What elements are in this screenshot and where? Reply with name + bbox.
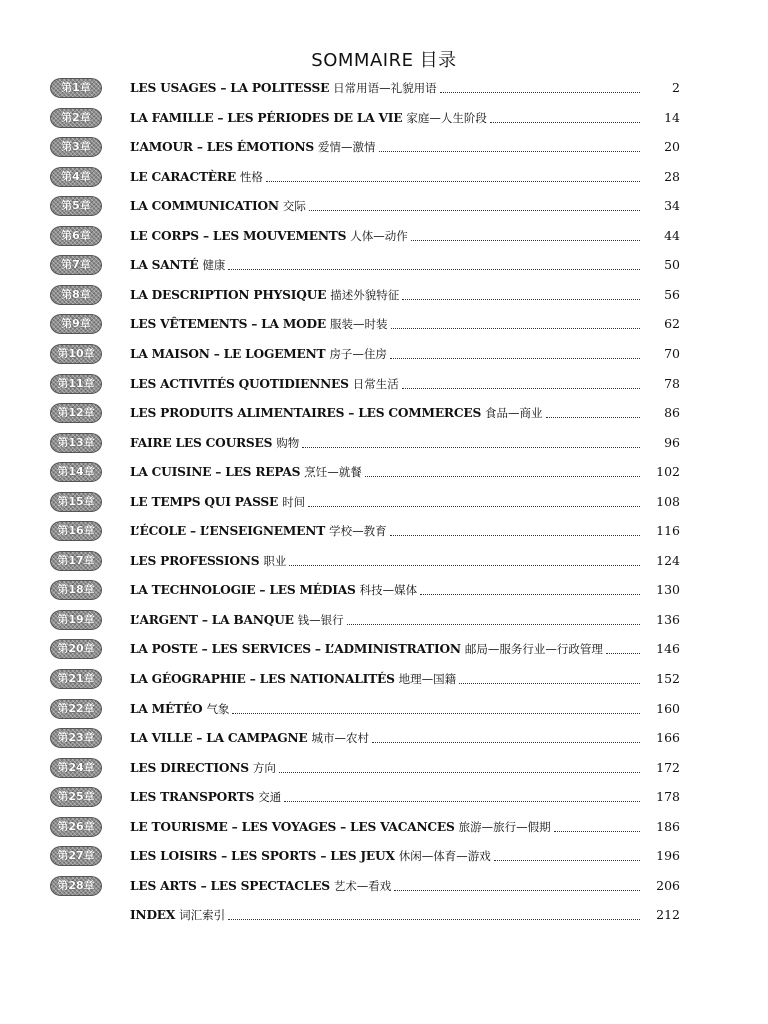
toc-entry[interactable] (0, 253, 768, 277)
entry-title-fr: FAIRE LES COURSES (130, 435, 273, 450)
toc-entry[interactable] (0, 460, 768, 484)
entry-title-fr: LES PRODUITS ALIMENTAIRES – LES COMMERCES (130, 406, 482, 421)
entry-title-zh: 艺术—看戏 (333, 878, 392, 893)
entry-title-zh: 地理—国籍 (398, 672, 457, 686)
entry-title (130, 227, 640, 245)
toc-entry[interactable] (0, 165, 768, 189)
dot-leader (411, 239, 640, 241)
entry-title (130, 847, 640, 865)
dot-leader (228, 268, 640, 270)
dot-leader (459, 682, 640, 684)
entry-title-zh: 人体—动作 (350, 228, 408, 243)
entry-title-zh: 职业 (263, 553, 287, 568)
entry-title (130, 463, 640, 481)
entry-title (130, 818, 640, 836)
entry-title-zh: 日常生活 (352, 376, 399, 391)
dot-leader (302, 446, 640, 448)
entry-title-fr: LES USAGES – LA POLITESSE (130, 81, 330, 95)
toc-entry[interactable] (0, 756, 768, 780)
chapter-badge: 第22章 (50, 699, 102, 719)
entry-title (130, 700, 640, 718)
toc-entry[interactable] (0, 431, 768, 455)
page-number: 160 (656, 700, 680, 716)
entry-title-fr: L’ÉCOLE – L’ENSEIGNEMENT (130, 524, 326, 539)
page-number: 2 (672, 80, 680, 95)
entry-title (130, 168, 640, 186)
chapter-badge: 第11章 (50, 374, 102, 394)
page-number: 102 (656, 464, 680, 480)
entry-title (130, 315, 640, 333)
toc-entry[interactable] (0, 283, 768, 307)
entry-title-fr: LA TECHNOLOGIE – LES MÉDIAS (130, 583, 356, 598)
chapter-badge: 第19章 (50, 610, 102, 630)
dot-leader (440, 91, 640, 93)
entry-title (130, 197, 640, 215)
chapter-badge: 第18章 (50, 580, 102, 600)
entry-title (130, 375, 640, 393)
dot-leader (308, 505, 640, 507)
page-number: 62 (664, 316, 680, 332)
dot-leader (372, 741, 640, 743)
entry-title-zh: 钱—银行 (297, 612, 344, 627)
chapter-badge: 第15章 (50, 492, 102, 512)
chapter-badge: 第9章 (50, 314, 102, 334)
chapter-badge: 第25章 (50, 787, 102, 807)
entry-title-zh: 烹饪—就餐 (304, 465, 362, 480)
dot-leader (420, 593, 640, 595)
entry-title-zh: 学校—教育 (329, 524, 387, 539)
toc-entry[interactable] (0, 224, 768, 248)
chapter-badge: 第6章 (50, 226, 102, 246)
page-number: 146 (656, 641, 680, 657)
toc-entry[interactable] (0, 815, 768, 839)
page-number: 206 (656, 877, 680, 893)
page-number: 116 (656, 523, 680, 539)
toc-entry[interactable] (0, 342, 768, 366)
toc-entry[interactable] (0, 697, 768, 721)
dot-leader (279, 771, 640, 773)
chapter-badge: 第23章 (50, 728, 102, 748)
toc-entry[interactable] (0, 549, 768, 573)
entry-title (130, 404, 640, 422)
page-number: 14 (664, 109, 680, 125)
entry-title-fr: INDEX (130, 908, 176, 923)
entry-title-fr: LA MAISON – LE LOGEMENT (130, 346, 326, 361)
dot-leader (490, 121, 640, 123)
chapter-badge: 第7章 (50, 255, 102, 275)
entry-title (130, 906, 640, 924)
page-number: 136 (656, 611, 680, 627)
entry-title-zh: 科技—媒体 (359, 583, 418, 598)
toc-entry[interactable] (0, 106, 768, 130)
dot-leader (606, 652, 640, 654)
entry-title (130, 552, 640, 570)
entry-title (130, 493, 640, 511)
dot-leader (289, 564, 640, 566)
entry-title (130, 434, 640, 452)
entry-title (130, 729, 640, 747)
toc-entry[interactable] (0, 667, 768, 691)
dot-leader (390, 534, 640, 536)
entry-title-zh: 购物 (276, 435, 300, 450)
entry-title-zh: 食品—商业 (485, 406, 543, 421)
entry-title-zh: 词汇索引 (179, 908, 226, 923)
entry-title-fr: LE CORPS – LES MOUVEMENTS (130, 228, 347, 243)
page-title: SOMMAIRE 目录 (311, 50, 457, 71)
page-number: 86 (664, 405, 680, 421)
entry-title-fr: L’ARGENT – LA BANQUE (130, 612, 294, 627)
entry-title (130, 640, 640, 658)
entry-title-fr: LE TEMPS QUI PASSE (130, 494, 279, 509)
entry-title-fr: LE TOURISME – LES VOYAGES – LES VACANCES (130, 819, 455, 834)
page-number: 196 (656, 848, 680, 864)
entry-title-zh: 气象 (206, 701, 230, 716)
entry-title-zh: 爱情—激情 (318, 140, 376, 155)
entry-title-fr: LES LOISIRS – LES SPORTS – LES JEUX (130, 849, 395, 864)
entry-title-fr: LES PROFESSIONS (130, 553, 260, 568)
entry-title-fr: LA FAMILLE – LES PÉRIODES DE LA VIE (130, 110, 403, 125)
entry-title-zh: 旅游—旅行—假期 (458, 819, 551, 834)
chapter-badge: 第26章 (50, 817, 102, 837)
page-number: 28 (664, 168, 680, 184)
entry-title-fr: LA CUISINE – LES REPAS (130, 465, 301, 480)
entry-title-fr: LA GÉOGRAPHIE – LES NATIONALITÉS (130, 672, 395, 686)
page-number: 56 (664, 286, 680, 302)
dot-leader (554, 830, 640, 832)
chapter-badge: 第27章 (50, 846, 102, 866)
page-number: 178 (656, 789, 680, 805)
chapter-badge: 第12章 (50, 403, 102, 423)
page-number: 212 (656, 907, 680, 923)
page-number: 96 (664, 434, 680, 450)
entry-title (130, 286, 640, 304)
entry-title-zh: 健康 (202, 258, 226, 273)
entry-title (130, 109, 640, 127)
entry-title-zh: 方向 (252, 760, 276, 775)
chapter-badge: 第8章 (50, 285, 102, 305)
chapter-badge: 第10章 (50, 344, 102, 364)
page-number: 20 (664, 139, 680, 155)
page-number: 44 (664, 227, 680, 243)
dot-leader (365, 475, 640, 477)
dot-leader (266, 180, 640, 182)
toc-entry[interactable] (0, 372, 768, 396)
entry-title (130, 788, 640, 806)
entry-title-fr: LA SANTÉ (130, 258, 199, 273)
entry-title-fr: LA MÉTÉO (130, 701, 203, 716)
toc-entry[interactable] (0, 135, 768, 159)
dot-leader (284, 800, 640, 802)
chapter-badge: 第16章 (50, 521, 102, 541)
toc-entry[interactable] (0, 608, 768, 632)
chapter-badge: 第21章 (50, 669, 102, 689)
chapter-badge: 第17章 (50, 551, 102, 571)
dot-leader (394, 889, 640, 891)
entry-title-zh: 城市—农村 (311, 731, 370, 746)
chapter-badge: 第28章 (50, 876, 102, 896)
page-number: 70 (664, 345, 680, 361)
entry-title-fr: LA COMMUNICATION (130, 199, 279, 214)
entry-title-fr: LA DESCRIPTION PHYSIQUE (130, 287, 327, 302)
chapter-badge: 第24章 (50, 758, 102, 778)
entry-title-zh: 邮局—服务行业—行政管理 (464, 642, 603, 657)
page-number: 172 (656, 759, 680, 775)
chapter-badge: 第13章 (50, 433, 102, 453)
page-number: 152 (656, 671, 680, 686)
entry-title (130, 256, 640, 274)
entry-title-zh: 家庭—人生阶段 (406, 110, 487, 125)
entry-title-fr: LA POSTE – LES SERVICES – L’ADMINISTRATION (130, 642, 461, 657)
entry-title (130, 79, 640, 97)
dot-leader (494, 859, 640, 861)
entry-title (130, 581, 640, 599)
entry-title-zh: 性格 (239, 169, 263, 184)
entry-title (130, 345, 640, 363)
entry-title (130, 877, 640, 895)
toc-entry[interactable] (0, 844, 768, 868)
entry-title-zh: 时间 (282, 494, 306, 509)
toc-entry[interactable] (0, 903, 768, 927)
page-number: 166 (656, 730, 680, 746)
page-number: 124 (656, 552, 680, 568)
chapter-badge: 第3章 (50, 137, 102, 157)
entry-title-fr: LE CARACTÈRE (130, 169, 236, 184)
entry-title-zh: 休闲—体育—游戏 (398, 849, 491, 864)
toc-entry[interactable] (0, 874, 768, 898)
toc-entry[interactable] (0, 401, 768, 425)
page-number: 186 (656, 818, 680, 834)
entry-title (130, 138, 640, 156)
chapter-badge: 第2章 (50, 108, 102, 128)
entry-title (130, 522, 640, 540)
page-number: 130 (656, 582, 680, 598)
dot-leader (232, 712, 640, 714)
toc-entry[interactable] (0, 726, 768, 750)
toc-entry[interactable] (0, 76, 768, 100)
chapter-badge: 第1章 (50, 78, 102, 98)
chapter-badge: 第5章 (50, 196, 102, 216)
dot-leader (402, 387, 640, 389)
toc-entry[interactable] (0, 785, 768, 809)
entry-title-zh: 服装—时装 (330, 317, 388, 332)
entry-title-fr: LES ACTIVITÉS QUOTIDIENNES (130, 376, 349, 391)
toc-entry[interactable] (0, 578, 768, 602)
chapter-badge: 第14章 (50, 462, 102, 482)
dot-leader (347, 623, 640, 625)
toc-entry[interactable] (0, 194, 768, 218)
entry-title (130, 611, 640, 629)
toc-entry[interactable] (0, 519, 768, 543)
dot-leader (309, 209, 640, 211)
entry-title-zh: 交际 (282, 199, 306, 214)
chapter-badge: 第4章 (50, 167, 102, 187)
entry-title-fr: LES ARTS – LES SPECTACLES (130, 878, 330, 893)
page-number: 34 (664, 198, 680, 214)
entry-title (130, 759, 640, 777)
entry-title-zh: 交通 (258, 790, 282, 805)
entry-title-fr: LES TRANSPORTS (130, 790, 255, 805)
toc-entry[interactable] (0, 490, 768, 514)
entry-title-fr: LA VILLE – LA CAMPAGNE (130, 731, 308, 746)
entry-title-fr: LES DIRECTIONS (130, 760, 249, 775)
dot-leader (391, 327, 640, 329)
dot-leader (379, 150, 640, 152)
dot-leader (546, 416, 640, 418)
dot-leader (228, 918, 640, 920)
entry-title-fr: LES VÊTEMENTS – LA MODE (130, 317, 327, 332)
entry-title-fr: L’AMOUR – LES ÉMOTIONS (130, 140, 315, 155)
page-number: 78 (664, 375, 680, 391)
dot-leader (390, 357, 640, 359)
entry-title (130, 670, 640, 688)
entry-title-zh: 房子—住房 (329, 346, 387, 361)
page-number: 50 (664, 257, 680, 273)
entry-title-zh: 日常用语—礼貌用语 (333, 81, 437, 95)
dot-leader (402, 298, 640, 300)
page-number: 108 (656, 493, 680, 509)
toc-entry[interactable] (0, 637, 768, 661)
toc-entry[interactable] (0, 312, 768, 336)
entry-title-zh: 描述外貌特征 (330, 287, 400, 302)
chapter-badge: 第20章 (50, 639, 102, 659)
